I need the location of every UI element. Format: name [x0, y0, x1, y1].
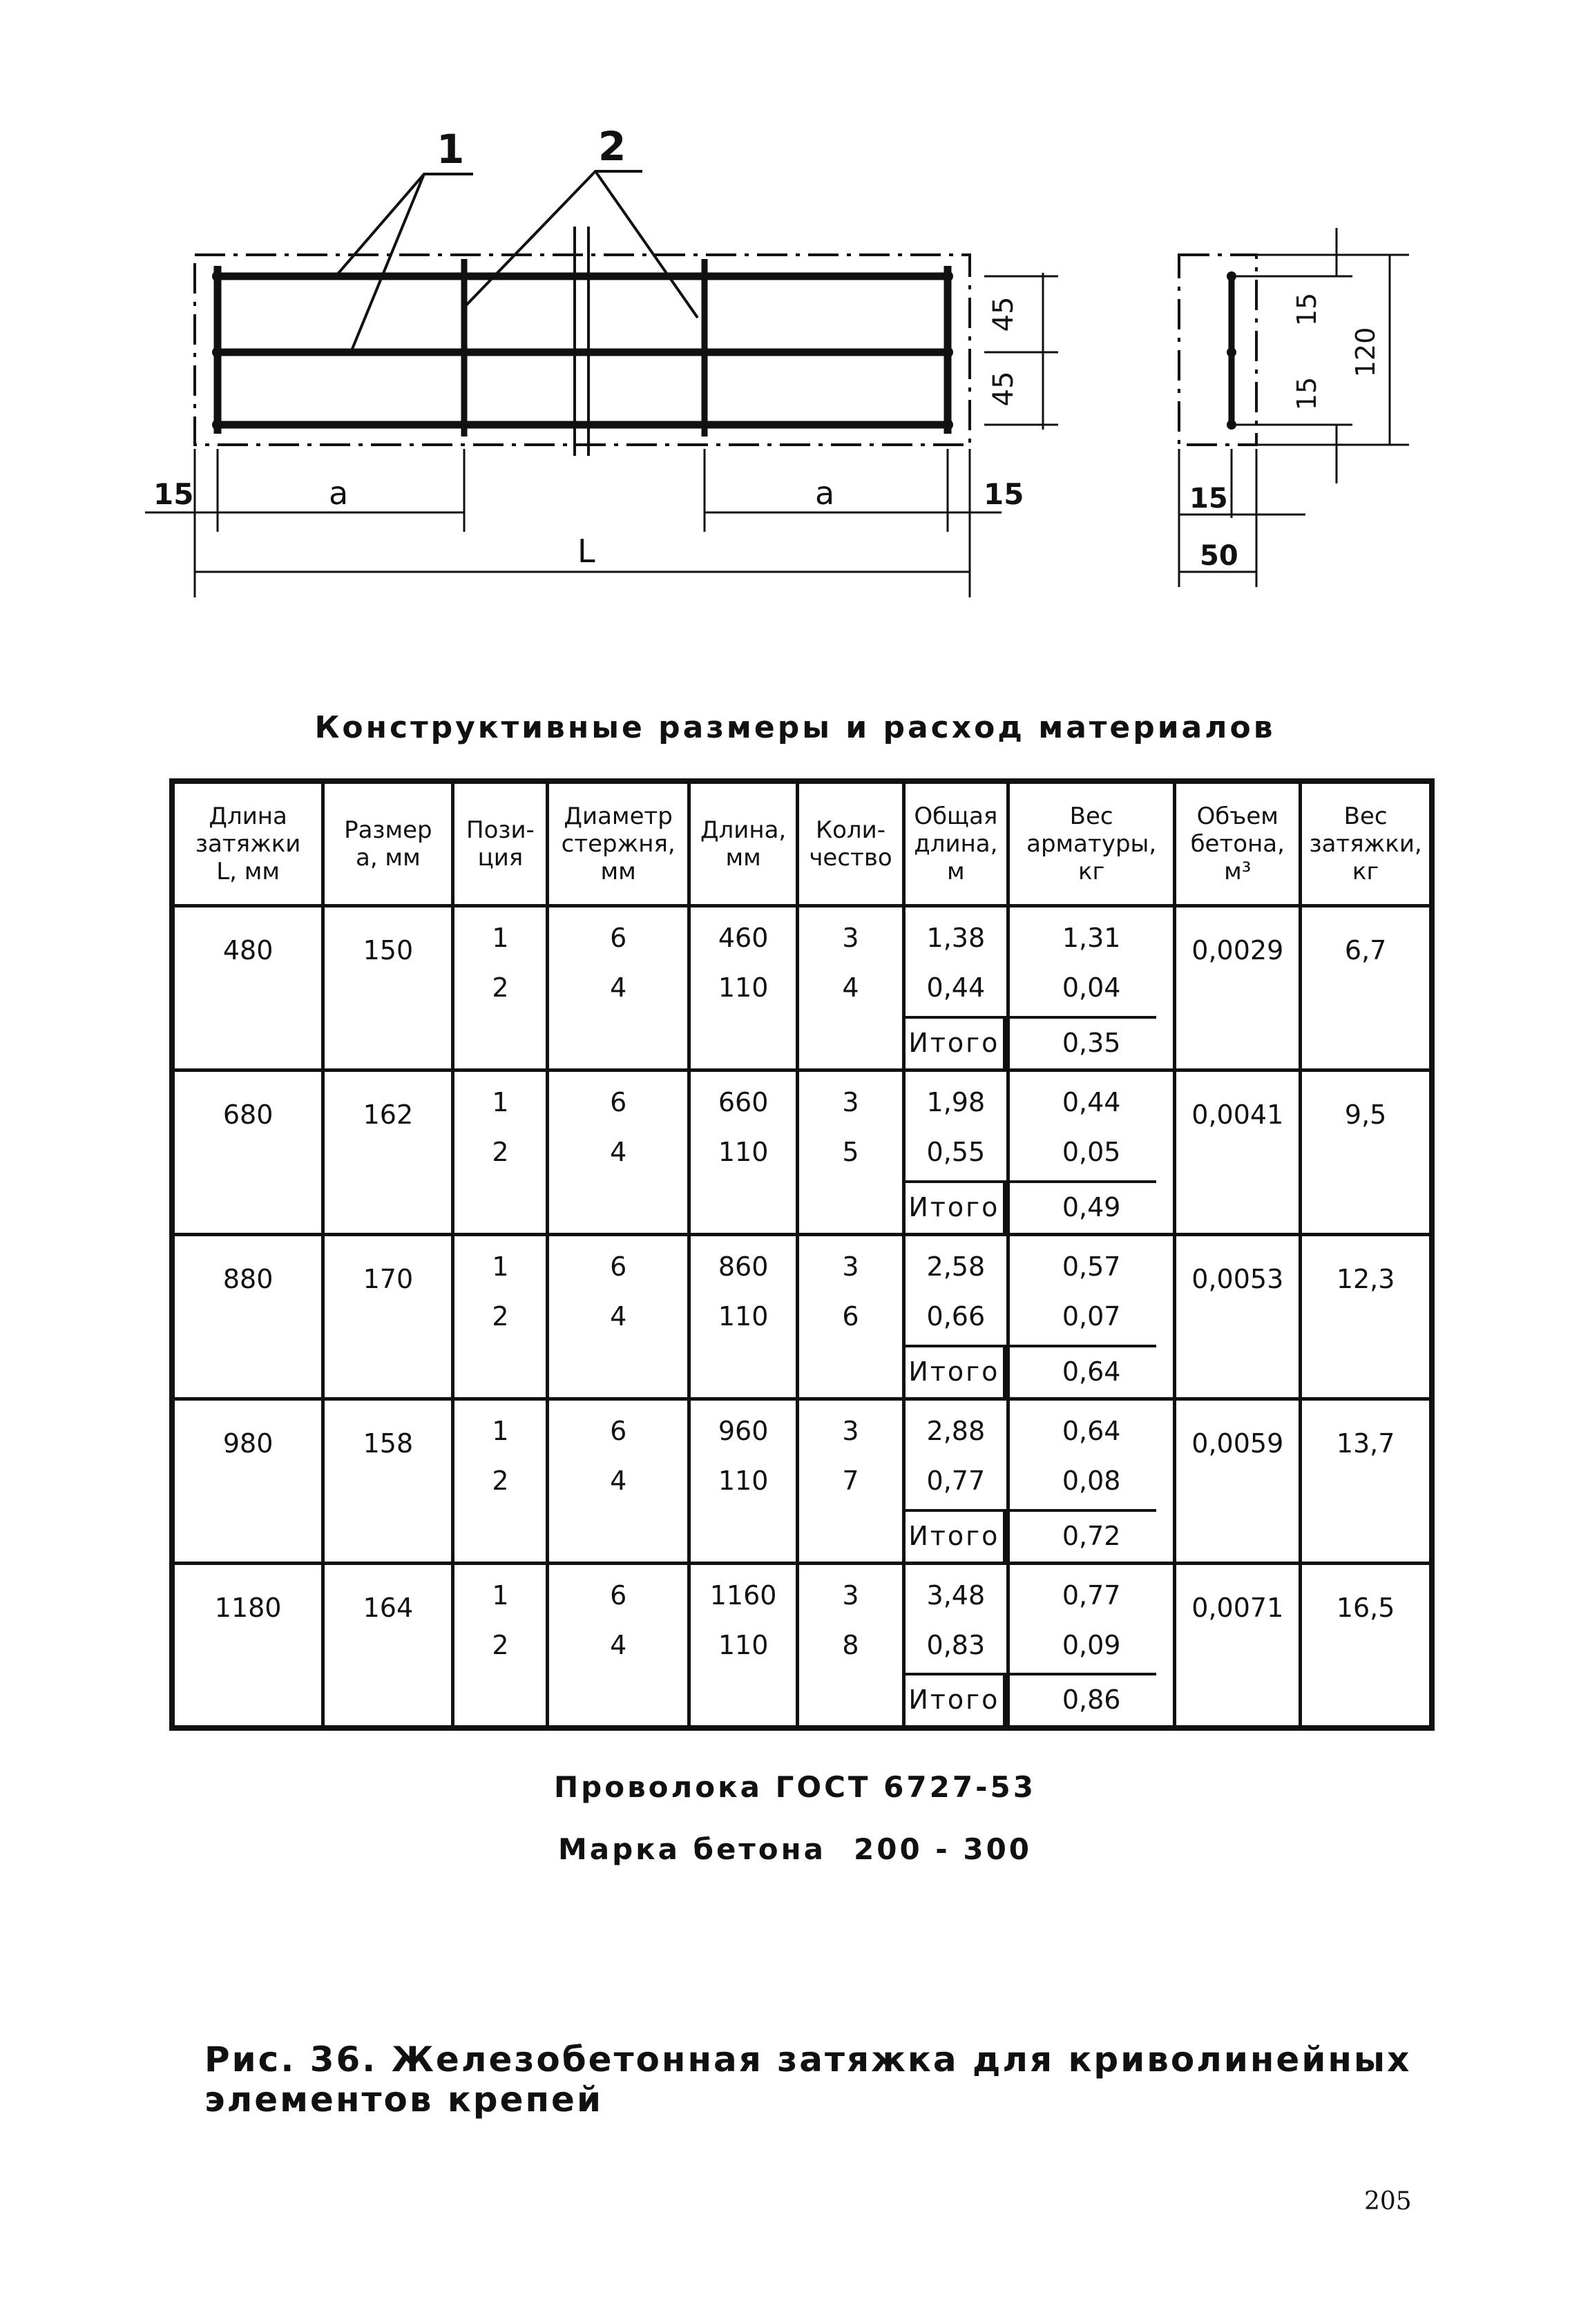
tie-weight-cell	[1301, 1399, 1432, 1564]
size-a-cell-value: 158	[363, 1428, 414, 1459]
table-row	[172, 1399, 1432, 1564]
rod-length-cell-list	[691, 1072, 796, 1184]
quantity-cell-item: 7	[842, 1466, 859, 1496]
rebar-weight-cell-item: 0,64	[1062, 1416, 1121, 1446]
diameter-cell-item: 4	[610, 972, 627, 1003]
rod-length-cell-list	[691, 907, 796, 1019]
header-row	[172, 781, 1432, 906]
column-header-line: Диаметр	[564, 802, 673, 830]
quantity-cell-item: 3	[842, 1251, 859, 1282]
rod-length-cell-item: 110	[718, 1137, 769, 1167]
concrete-value: 200 - 300	[854, 1832, 1033, 1866]
column-header-line: Общая	[914, 802, 998, 830]
column-header	[1175, 781, 1301, 906]
rebar-weight-total: 0,64	[1062, 1356, 1121, 1387]
table-row	[172, 1070, 1432, 1235]
concrete-volume-cell	[1175, 1564, 1301, 1728]
reinforcement-drawing	[0, 0, 1590, 622]
diameter-cell-list	[549, 907, 687, 1019]
concrete-volume-cell	[1175, 1235, 1301, 1399]
column-header-line: Объем	[1196, 802, 1278, 830]
diameter-cell	[548, 906, 689, 1070]
position-cell-list	[454, 907, 546, 1019]
column-header-line: чество	[809, 844, 892, 872]
section-dim-15-width: 15	[1189, 483, 1228, 515]
dim-l-label: L	[577, 532, 595, 570]
column-header	[323, 781, 453, 906]
concrete-volume-cell-value: 0,0059	[1191, 1428, 1284, 1459]
tie-length-cell-value: 680	[222, 1099, 274, 1130]
column-header-line: Длина,	[700, 816, 787, 844]
rod-length-cell-item: 110	[718, 1630, 769, 1660]
rebar-weight-total: 0,72	[1062, 1521, 1121, 1551]
tie-weight-cell	[1301, 1070, 1432, 1235]
table-title: Конструктивные размеры и расход материалов	[314, 710, 1276, 745]
diameter-cell	[548, 1235, 689, 1399]
tie-weight-cell	[1301, 1564, 1432, 1728]
rebar-weight-cell-list	[1010, 1565, 1173, 1677]
column-header	[548, 781, 689, 906]
total-length-cell	[903, 1235, 1008, 1399]
tie-length-cell	[172, 1235, 323, 1399]
tie-length-cell-value: 480	[222, 935, 274, 966]
diameter-cell-list	[549, 1072, 687, 1184]
tie-length-cell	[172, 1564, 323, 1728]
concrete-volume-cell-value: 0,0053	[1191, 1264, 1284, 1294]
size-a-cell	[323, 1070, 453, 1235]
quantity-cell-item: 4	[842, 972, 859, 1003]
tie-weight-cell-value: 9,5	[1344, 1099, 1387, 1130]
concrete-volume-cell	[1175, 1070, 1301, 1235]
materials-table	[169, 778, 1435, 1731]
total-length-cell-list	[906, 1565, 1006, 1677]
column-header	[689, 781, 797, 906]
rod-length-cell-item: 1160	[709, 1580, 777, 1611]
column-header-line: стержня,	[561, 829, 676, 858]
dim-a-right: a	[815, 474, 835, 512]
size-a-cell	[323, 1399, 453, 1564]
rod-length-cell-list	[691, 1565, 796, 1677]
position-cell-list	[454, 1565, 546, 1677]
column-header-line: м³	[1224, 858, 1252, 886]
rebar-weight-cell	[1008, 1070, 1175, 1235]
section-dim-50-width: 50	[1200, 540, 1238, 572]
concrete-volume-cell-value: 0,0071	[1191, 1593, 1284, 1623]
quantity-cell-list	[799, 1401, 901, 1512]
size-a-cell-value: 164	[363, 1593, 414, 1623]
tie-weight-cell-value: 16,5	[1336, 1593, 1395, 1623]
diameter-cell-list	[549, 1401, 687, 1512]
position-cell	[453, 1399, 548, 1564]
figure-caption: Рис. 36. Железобетонная затяжка для криволинейных элементов крепей	[204, 2039, 1412, 2120]
rebar-weight-cell-item: 1,31	[1062, 923, 1121, 953]
tie-length-cell-value: 1180	[214, 1593, 282, 1623]
diameter-cell	[548, 1070, 689, 1235]
rebar-weight-cell	[1008, 1235, 1175, 1399]
position-cell-item: 2	[492, 1466, 509, 1496]
rod-length-cell	[689, 906, 797, 1070]
quantity-cell-item: 3	[842, 1087, 859, 1117]
diameter-cell-list	[549, 1565, 687, 1677]
total-length-cell-item: 1,98	[926, 1087, 986, 1117]
tie-length-cell	[172, 1399, 323, 1564]
column-header-line: Вес	[1069, 802, 1113, 830]
quantity-cell-item: 8	[842, 1630, 859, 1660]
column-header-line: Длина	[209, 802, 287, 830]
quantity-cell	[798, 1399, 903, 1564]
table-row	[172, 1564, 1432, 1728]
rebar-weight-cell-list	[1010, 1401, 1173, 1512]
column-header	[1301, 781, 1432, 906]
rebar-weight-total: 0,35	[1062, 1028, 1121, 1058]
diameter-cell-item: 4	[610, 1466, 627, 1496]
wire-note: Проволока ГОСТ 6727-53	[554, 1770, 1036, 1804]
rod-length-cell-item: 110	[718, 1466, 769, 1496]
rebar-weight-cell-list	[1010, 1236, 1173, 1348]
concrete-label: Марка бетона	[557, 1832, 826, 1866]
size-a-cell-value: 150	[363, 935, 414, 966]
size-a-cell	[323, 1564, 453, 1728]
section-dim-120: 120	[1350, 327, 1381, 378]
rod-length-cell-item: 460	[718, 923, 769, 953]
callout-1-label: 1	[437, 126, 465, 173]
section-outline	[1179, 255, 1256, 445]
diameter-cell	[548, 1564, 689, 1728]
rod-length-cell-item: 110	[718, 1301, 769, 1332]
quantity-cell-list	[799, 907, 901, 1019]
size-a-cell	[323, 1235, 453, 1399]
dim-a-left: a	[329, 474, 349, 512]
table-row	[172, 906, 1432, 1070]
position-cell	[453, 906, 548, 1070]
column-header-line: кг	[1077, 858, 1105, 886]
position-cell-item: 2	[492, 1630, 509, 1660]
quantity-cell-item: 6	[842, 1301, 859, 1332]
total-length-cell-list	[906, 907, 1006, 1019]
rebar-weight-cell-item: 0,09	[1062, 1630, 1121, 1660]
rod-length-cell-list	[691, 1401, 796, 1512]
callout-2-label: 2	[598, 123, 626, 170]
dim-45-bottom: 45	[988, 371, 1019, 407]
diameter-cell-item: 4	[610, 1137, 627, 1167]
tie-length-cell-value: 880	[222, 1264, 274, 1294]
position-cell-item: 1	[492, 1087, 509, 1117]
total-length-cell	[903, 1399, 1008, 1564]
total-length-cell-item: 0,55	[926, 1137, 986, 1167]
dim-15-right: 15	[984, 477, 1024, 511]
diameter-cell-list	[549, 1236, 687, 1348]
column-header-line: длина,	[914, 829, 998, 858]
rebar-weight-cell-item: 0,04	[1062, 972, 1121, 1003]
rebar-weight-cell-item: 0,44	[1062, 1087, 1121, 1117]
size-a-cell-value: 170	[363, 1264, 414, 1294]
rod-length-cell-item: 860	[718, 1251, 769, 1282]
position-cell-item: 1	[492, 1416, 509, 1446]
total-length-cell	[903, 1070, 1008, 1235]
quantity-cell-list	[799, 1565, 901, 1677]
column-header-line: Вес	[1343, 802, 1388, 830]
rod-length-cell	[689, 1070, 797, 1235]
rebar-weight-total: 0,86	[1062, 1684, 1121, 1715]
size-a-cell-value: 162	[363, 1099, 414, 1130]
column-header-line: затяжки	[195, 829, 301, 858]
position-cell	[453, 1235, 548, 1399]
total-length-cell-item: 2,88	[926, 1416, 986, 1446]
concrete-note	[0, 1832, 1590, 1866]
column-header-line: бетона,	[1190, 829, 1285, 858]
column-header-line: Пози-	[466, 816, 535, 844]
position-cell-item: 2	[492, 1137, 509, 1167]
rod-length-cell-item: 960	[718, 1416, 769, 1446]
position-cell-item: 2	[492, 1301, 509, 1332]
column-header	[172, 781, 323, 906]
total-length-cell-list	[906, 1401, 1006, 1512]
tie-length-cell	[172, 906, 323, 1070]
rebar-weight-cell-list	[1010, 1072, 1173, 1184]
position-cell-item: 1	[492, 923, 509, 953]
diameter-cell-item: 6	[610, 1580, 627, 1611]
position-cell-item: 1	[492, 1251, 509, 1282]
rebar-weight-cell-list	[1010, 907, 1173, 1019]
total-length-cell-item: 2,58	[926, 1251, 986, 1282]
total-label: Итого	[906, 1673, 1006, 1725]
rebar-weight-cell-item: 0,77	[1062, 1580, 1121, 1611]
dim-45-top: 45	[988, 296, 1019, 332]
position-cell-list	[454, 1401, 546, 1512]
concrete-volume-cell-value: 0,0041	[1191, 1099, 1284, 1130]
tie-weight-cell-value: 13,7	[1336, 1428, 1395, 1459]
rebar-weight-cell-item: 0,57	[1062, 1251, 1121, 1282]
quantity-cell-list	[799, 1236, 901, 1348]
total-length-cell	[903, 1564, 1008, 1728]
column-header-line: Размер	[344, 816, 432, 844]
tie-length-cell-value: 980	[222, 1428, 274, 1459]
page-number: 205	[1364, 2187, 1412, 2216]
total-label: Итого	[906, 1180, 1006, 1233]
diameter-cell-item: 6	[610, 923, 627, 953]
rebar-weight-total: 0,49	[1062, 1192, 1121, 1222]
column-header-line: L, мм	[216, 858, 280, 886]
callout-1-leader-b	[351, 174, 424, 352]
table-row	[172, 1235, 1432, 1399]
rod-length-cell-list	[691, 1236, 796, 1348]
column-header-line: Коли-	[815, 816, 886, 844]
section-dim-15-top: 15	[1292, 292, 1322, 327]
concrete-volume-cell	[1175, 1399, 1301, 1564]
tie-length-cell	[172, 1070, 323, 1235]
quantity-cell-item: 3	[842, 1416, 859, 1446]
position-cell-item: 1	[492, 1580, 509, 1611]
diameter-cell-item: 4	[610, 1301, 627, 1332]
column-header	[453, 781, 548, 906]
column-header	[798, 781, 903, 906]
column-header-line: ция	[477, 844, 524, 872]
total-length-cell-list	[906, 1236, 1006, 1348]
position-cell-item: 2	[492, 972, 509, 1003]
concrete-volume-cell	[1175, 906, 1301, 1070]
section-dim-15-bottom: 15	[1292, 376, 1322, 411]
position-cell	[453, 1564, 548, 1728]
quantity-cell-item: 3	[842, 923, 859, 953]
rod-length-cell	[689, 1564, 797, 1728]
diameter-cell-item: 4	[610, 1630, 627, 1660]
column-header	[1008, 781, 1175, 906]
rebar-weight-cell-item: 0,08	[1062, 1466, 1121, 1496]
total-length-cell-item: 3,48	[926, 1580, 986, 1611]
rebar-weight-cell	[1008, 1399, 1175, 1564]
position-cell-list	[454, 1072, 546, 1184]
rebar-weight-cell-item: 0,05	[1062, 1137, 1121, 1167]
quantity-cell	[798, 1235, 903, 1399]
tie-weight-cell-value: 6,7	[1344, 935, 1387, 966]
total-length-cell-item: 0,44	[926, 972, 986, 1003]
rebar-weight-cell	[1008, 1564, 1175, 1728]
total-length-cell-item: 1,38	[926, 923, 986, 953]
quantity-cell-list	[799, 1072, 901, 1184]
rod-length-cell-item: 110	[718, 972, 769, 1003]
column-header-line: м	[947, 858, 965, 886]
total-label: Итого	[906, 1345, 1006, 1397]
size-a-cell	[323, 906, 453, 1070]
rod-length-cell	[689, 1235, 797, 1399]
tie-weight-cell-value: 12,3	[1336, 1264, 1395, 1294]
diameter-cell-item: 6	[610, 1251, 627, 1282]
total-length-cell	[903, 906, 1008, 1070]
column-header-line: a, мм	[355, 844, 421, 872]
total-length-cell-list	[906, 1072, 1006, 1184]
column-header-line: арматуры,	[1026, 829, 1157, 858]
concrete-volume-cell-value: 0,0029	[1191, 935, 1284, 966]
rod-length-cell	[689, 1399, 797, 1564]
position-cell-list	[454, 1236, 546, 1348]
quantity-cell	[798, 906, 903, 1070]
total-length-cell-item: 0,77	[926, 1466, 986, 1496]
diameter-cell	[548, 1399, 689, 1564]
quantity-cell-item: 3	[842, 1580, 859, 1611]
column-header-line: мм	[600, 858, 636, 886]
diameter-cell-item: 6	[610, 1087, 627, 1117]
total-length-cell-item: 0,66	[926, 1301, 986, 1332]
quantity-cell	[798, 1070, 903, 1235]
rebar-weight-cell	[1008, 906, 1175, 1070]
rebar-weight-cell-item: 0,07	[1062, 1301, 1121, 1332]
quantity-cell-item: 5	[842, 1137, 859, 1167]
tie-weight-cell	[1301, 906, 1432, 1070]
total-label: Итого	[906, 1509, 1006, 1562]
total-length-cell-item: 0,83	[926, 1630, 986, 1660]
position-cell	[453, 1070, 548, 1235]
rod-length-cell-item: 660	[718, 1087, 769, 1117]
tie-weight-cell	[1301, 1235, 1432, 1399]
callout-2-leader-b	[595, 171, 698, 318]
column-header	[903, 781, 1008, 906]
quantity-cell	[798, 1564, 903, 1728]
total-label: Итого	[906, 1016, 1006, 1068]
dim-15-left: 15	[153, 477, 194, 511]
diameter-cell-item: 6	[610, 1416, 627, 1446]
column-header-line: мм	[725, 844, 761, 872]
callout-2-leader	[464, 171, 642, 307]
column-header-line: кг	[1352, 858, 1379, 886]
column-header-line: затяжки,	[1309, 829, 1422, 858]
